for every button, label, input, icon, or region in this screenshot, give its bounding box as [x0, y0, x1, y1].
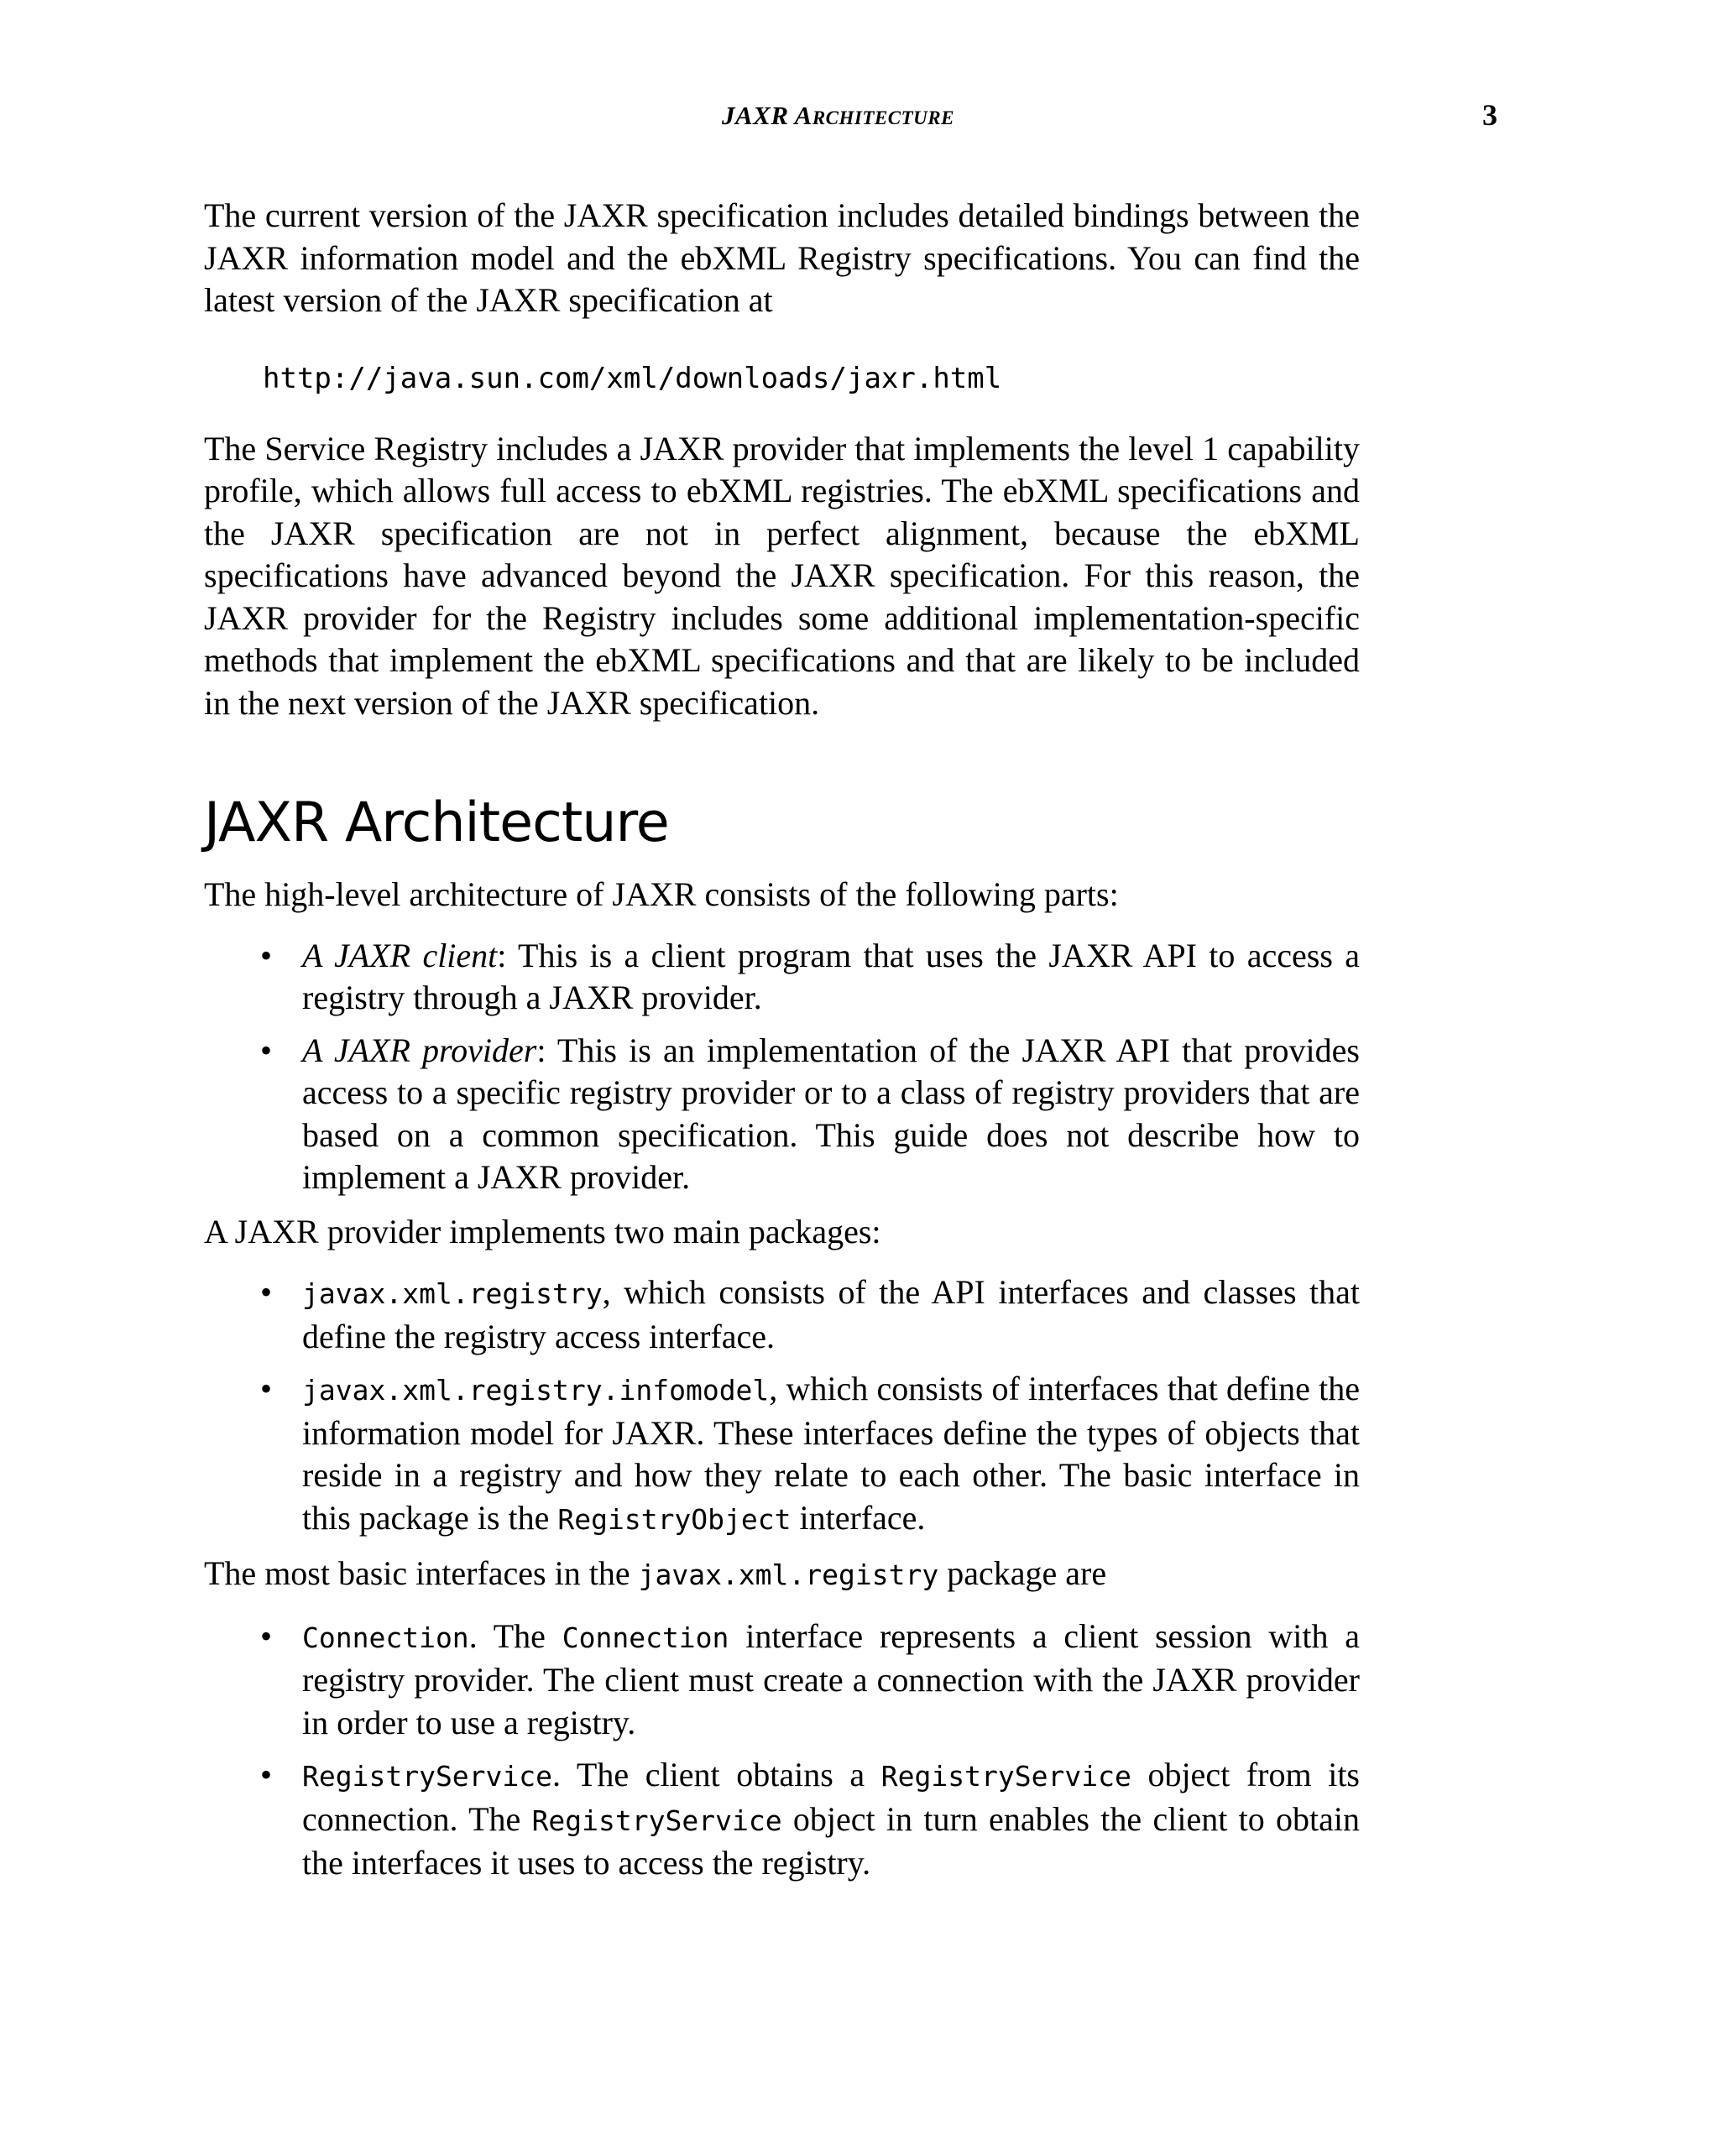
body-text [204, 195, 1360, 1895]
interface-name: RegistryService [531, 1804, 782, 1837]
interface-name: RegistryService [880, 1760, 1131, 1793]
list-item: • RegistryService. The client obtains a RegistryService object from its connection. The RegistryService object in turn enables the client to obtain the interfaces it uses to access the registry. [302, 1754, 1360, 1885]
running-head [0, 98, 1719, 143]
list-item-term: A JAXR client [302, 936, 498, 974]
package-name: javax.xml.registry.infomodel [302, 1374, 770, 1407]
interface-name: RegistryService [302, 1760, 553, 1793]
packages-list [204, 1271, 1360, 1541]
packages-lead: A JAXR provider implements two main packages: [204, 1212, 881, 1250]
package-name: javax.xml.registry [302, 1277, 603, 1310]
running-title: JAXR ARCHITECTURE [722, 101, 954, 130]
package-name: javax.xml.registry [638, 1558, 939, 1591]
list-item: • Connection. The Connection interface represents a client session with a registry provider. The client must create a connection with the JAXR provider in order to use a registry. [302, 1616, 1360, 1745]
section-heading: JAXR Architecture [204, 791, 669, 854]
list-item-term: A JAXR provider [302, 1031, 537, 1069]
interfaces-list [204, 1616, 1360, 1885]
architecture-parts-list [204, 935, 1360, 1199]
architecture-lead: The high-level architecture of JAXR consists of the following parts: [204, 875, 1119, 913]
list-item: • javax.xml.registry.infomodel, which consists of interfaces that define the information model for JAXR. These interfaces define the types of objects that reside in a registry and how they relate to each other. The basic interface in this package is the RegistryObject interface. [302, 1368, 1360, 1541]
list-item: • javax.xml.registry, which consists of the API interfaces and classes that define the registry access interface. [302, 1271, 1360, 1358]
spec-url: http://java.sun.com/xml/downloads/jaxr.html [263, 361, 1002, 395]
page-number: 3 [1482, 98, 1497, 132]
interface-name: Connection [562, 1621, 729, 1654]
provider-paragraph: The Service Registry includes a JAXR provider that implements the level 1 capability profile, which allows full access to ebXML registries. The ebXML specifications and the JAXR specification are not in perfect alignment, because the ebXML specifications have advanced beyond the JAXR specification. For this reason, the JAXR provider for the Registry includes some additional implementation-specific methods that implement the ebXML specifications and that are likely to be included in the next version of the JAXR specification. [204, 429, 1360, 722]
list-item: • A JAXR client: This is a client program that uses the JAXR API to access a registry through a JAXR provider. [302, 935, 1360, 1020]
interface-name: RegistryObject [557, 1502, 792, 1536]
interfaces-lead: The most basic interfaces in the javax.xml.registry package are [204, 1554, 1107, 1592]
intro-paragraph: The current version of the JAXR specification includes detailed bindings between the JAXR information model and the ebXML Registry specifications. You can find the latest version of the JAXR specification at [204, 196, 1360, 319]
interface-name: Connection [302, 1621, 469, 1654]
list-item: • A JAXR provider: This is an implementation of the JAXR API that provides access to a specific registry provider or to a class of registry providers that are based on a common specification. This guide does not describe how to implement a JAXR provider. [302, 1030, 1360, 1199]
